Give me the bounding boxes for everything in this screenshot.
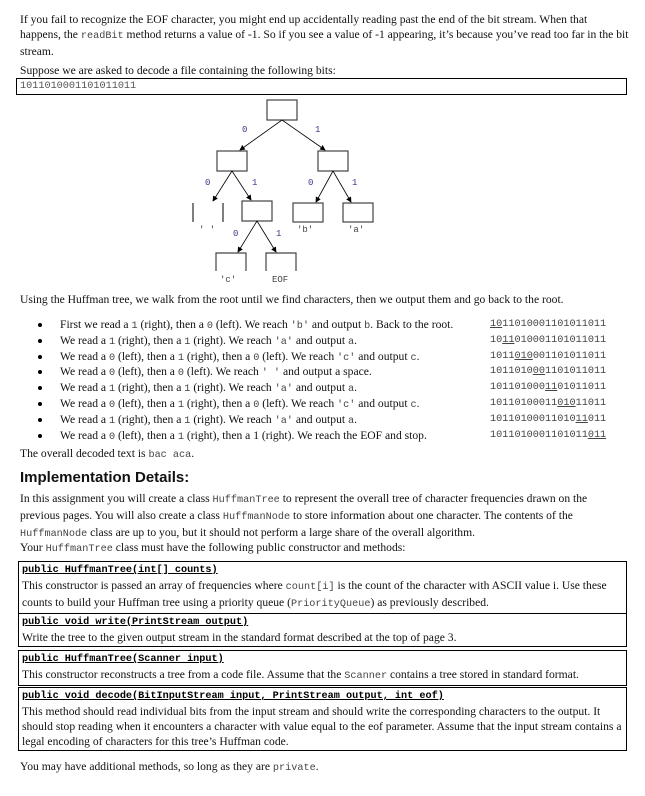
decoded-summary bbox=[20, 446, 630, 463]
text-segment: (left). We reach bbox=[259, 397, 338, 410]
step-text bbox=[60, 428, 427, 445]
bullet-icon bbox=[38, 323, 42, 327]
bits-segment: 101101000 bbox=[490, 382, 546, 394]
consumed-bits: 11 bbox=[575, 413, 588, 425]
inline-code: count[i] bbox=[285, 582, 335, 593]
text-segment: First we read a bbox=[60, 318, 132, 331]
step-text bbox=[60, 317, 453, 334]
tree-leaf-b bbox=[293, 203, 323, 222]
inline-code: HuffmanTree bbox=[45, 544, 113, 555]
step-bits bbox=[490, 349, 606, 364]
edge-label: 0 bbox=[308, 178, 314, 188]
bullet-icon bbox=[38, 434, 42, 438]
leaf-label-eof: EOF bbox=[272, 275, 289, 285]
inline-code: 1 bbox=[108, 384, 116, 396]
impl-paragraph bbox=[20, 491, 630, 542]
bits-segment: 1011010 bbox=[490, 366, 533, 378]
text-segment: (left), then a bbox=[115, 365, 178, 379]
inline-code: 'a' bbox=[274, 415, 293, 427]
text-segment: We read a bbox=[60, 412, 109, 426]
bullet-icon bbox=[38, 418, 42, 422]
inline-code: readBit bbox=[80, 31, 124, 42]
inline-code: 0 bbox=[108, 368, 116, 380]
text-segment: . Back to the root. bbox=[370, 318, 454, 331]
inline-code: 'c' bbox=[337, 352, 356, 364]
text-segment: class must have the following public constructor and methods: bbox=[112, 541, 406, 554]
bullet-icon bbox=[38, 370, 42, 374]
text-segment: (left), then a bbox=[115, 428, 178, 442]
text-segment: . bbox=[354, 412, 358, 426]
consumed-bits: 010 bbox=[514, 350, 533, 362]
inline-code: 0 bbox=[108, 400, 116, 411]
consumed-bits: 11 bbox=[545, 382, 558, 394]
method-signature: public HuffmanTree(int[] counts) bbox=[22, 565, 218, 576]
inline-code: 0 bbox=[206, 321, 213, 332]
text-segment: . bbox=[354, 381, 358, 395]
method-description bbox=[22, 704, 626, 749]
method-box bbox=[18, 613, 627, 647]
inline-code: private bbox=[272, 763, 316, 774]
edge-label: 1 bbox=[276, 229, 282, 239]
consumed-bits: 011 bbox=[587, 429, 607, 441]
inline-code: HuffmanNode bbox=[222, 512, 291, 523]
tree-node-01 bbox=[242, 201, 272, 221]
text-segment: (right), then a bbox=[115, 412, 185, 426]
text-segment: ) as previously described. bbox=[370, 596, 489, 609]
inline-code: 0 bbox=[177, 368, 184, 380]
section-heading: Implementation Details: bbox=[20, 469, 190, 486]
bullet-icon bbox=[38, 355, 42, 359]
text-segment: . bbox=[191, 447, 195, 460]
bits-segment: 11010001101011011 bbox=[502, 319, 607, 330]
inline-code: 1 bbox=[108, 415, 116, 427]
inline-code: 'a' bbox=[274, 384, 293, 396]
text-segment: (right), then a bbox=[183, 397, 254, 410]
step-bits bbox=[490, 364, 606, 379]
method-signature: public HuffmanTree(Scanner input) bbox=[22, 654, 224, 665]
text-segment: . bbox=[416, 349, 420, 363]
text-segment: (left), then a bbox=[115, 349, 178, 363]
inline-code: HuffmanTree bbox=[212, 495, 280, 506]
inline-code: 1 bbox=[108, 336, 116, 348]
text-segment: (right). We reach bbox=[190, 381, 275, 395]
text-segment: method returns a value of -1. So if you see a value of -1 appearing, it’s because you’ve read too far in the bit stream. bbox=[20, 28, 629, 58]
text-segment: and output bbox=[292, 333, 348, 347]
step-text bbox=[60, 380, 357, 397]
edge-label: 1 bbox=[352, 178, 358, 188]
tree-leaf-space bbox=[193, 203, 223, 222]
edge-label: 0 bbox=[233, 229, 239, 239]
bits-segment: 010001101011011 bbox=[514, 334, 607, 346]
tree-node-0 bbox=[217, 151, 247, 171]
text-segment: (right), then a bbox=[137, 318, 207, 331]
step-bits bbox=[490, 412, 606, 427]
text-segment: (left). We reach bbox=[183, 365, 262, 379]
step-text bbox=[60, 412, 357, 429]
inline-code: ' ' bbox=[261, 368, 281, 380]
step-bits bbox=[490, 333, 606, 348]
step-text bbox=[60, 396, 420, 413]
method-box bbox=[18, 650, 627, 686]
inline-code: 1 bbox=[184, 336, 191, 348]
bits-segment: 10110100011 bbox=[490, 398, 558, 409]
text-segment: (left). We reach bbox=[212, 318, 291, 331]
step-text bbox=[60, 349, 420, 366]
intro-suppose: Suppose we are asked to decode a file containing the following bits: bbox=[20, 64, 336, 77]
text-segment: (right). We reach bbox=[190, 333, 275, 347]
text-segment: class are up to you, but it should not perform a large share of the overall algorithm. bbox=[87, 526, 476, 539]
text-segment: (right), then a 1 (right). We reach the EOF and stop. bbox=[183, 428, 427, 442]
huffman-tree-diagram bbox=[0, 95, 645, 287]
inline-code: 0 bbox=[108, 352, 116, 364]
text-segment: We read a bbox=[60, 428, 109, 442]
text-segment: (left). We reach bbox=[259, 349, 338, 363]
text-segment: (right), then a bbox=[183, 349, 254, 363]
method-description bbox=[22, 578, 626, 612]
method-box bbox=[18, 687, 627, 751]
step-text bbox=[60, 364, 372, 381]
text-segment: (right), then a bbox=[115, 333, 185, 347]
method-description bbox=[22, 667, 626, 684]
inline-code: c bbox=[410, 400, 417, 411]
tree-leaf-eof bbox=[266, 253, 296, 271]
step-bits bbox=[490, 396, 606, 411]
text-segment: contains a tree stored in standard format. bbox=[387, 668, 579, 681]
bits-segment: 10110100011010 bbox=[490, 413, 576, 425]
method-description bbox=[22, 630, 626, 645]
text-segment: We read a bbox=[60, 381, 109, 395]
text-segment: is the count of the character with ASCII value i. Use these counts to build your Huffman tree using a priority queue ( bbox=[22, 579, 607, 609]
bits-segment: 1011 bbox=[490, 350, 515, 362]
step-bits bbox=[490, 380, 606, 395]
inline-code: a bbox=[348, 336, 355, 348]
walk-intro: Using the Huffman tree, we walk from the root until we find characters, then we output them and go back to the root. bbox=[20, 293, 564, 306]
text-segment: (right). We reach bbox=[190, 412, 275, 426]
edge-label: 1 bbox=[315, 125, 321, 135]
closing-note bbox=[20, 759, 630, 776]
tree-leaf-a bbox=[343, 203, 373, 222]
inline-code: 0 bbox=[253, 400, 260, 411]
bits-segment: 001101011011 bbox=[532, 350, 607, 362]
text-segment: We read a bbox=[60, 397, 109, 410]
inline-code: HuffmanNode bbox=[20, 529, 88, 540]
consumed-bits: 010 bbox=[557, 398, 576, 409]
leaf-label-a: 'a' bbox=[348, 225, 365, 235]
consumed-bits: 10 bbox=[490, 319, 503, 330]
text-segment: We read a bbox=[60, 333, 109, 347]
step-bits bbox=[490, 428, 606, 443]
text-segment: . bbox=[416, 397, 420, 410]
bits-segment: 10 bbox=[490, 334, 503, 346]
text-segment: (right), then a bbox=[115, 381, 185, 395]
consumed-bits: 11 bbox=[502, 334, 515, 346]
inline-code: 1 bbox=[131, 321, 138, 332]
impl-requirements bbox=[20, 540, 630, 557]
text-segment: We read a bbox=[60, 365, 109, 379]
inline-code: 1 bbox=[184, 384, 191, 396]
method-signature: public void write(PrintStream output) bbox=[22, 617, 249, 628]
inline-code: 0 bbox=[253, 352, 260, 364]
text-segment: and output bbox=[355, 397, 411, 410]
leaf-label-c: 'c' bbox=[220, 275, 237, 285]
inline-code: 'b' bbox=[290, 321, 310, 332]
text-segment: and output bbox=[292, 412, 348, 426]
step-bits bbox=[490, 317, 606, 332]
tree-node-root bbox=[267, 100, 297, 120]
inline-code: 'a' bbox=[274, 336, 293, 348]
inline-code: b bbox=[364, 321, 371, 332]
bit-stream-box: 1011010001101011011 bbox=[16, 78, 627, 95]
inline-code: a bbox=[348, 384, 355, 396]
inline-code: 1 bbox=[177, 352, 184, 364]
consumed-bits: 00 bbox=[532, 366, 546, 378]
text-segment: In this assignment you will create a class bbox=[20, 492, 213, 505]
text-segment: This constructor reconstructs a tree from a code file. Assume that the bbox=[22, 668, 345, 681]
tree-leaf-c bbox=[216, 253, 246, 271]
inline-code: 1 bbox=[177, 400, 184, 411]
bullet-icon bbox=[38, 339, 42, 343]
text-segment: If you fail to recognize the EOF character, you might end up accidentally reading past the end of the bit stream. When that happens, the bbox=[20, 13, 588, 41]
bits-segment: 011 bbox=[587, 413, 607, 425]
inline-code: 'c' bbox=[337, 400, 356, 411]
text-segment: to store information about one character. The contents of the bbox=[290, 509, 573, 522]
text-segment: This constructor is passed an array of frequencies where bbox=[22, 579, 286, 592]
method-box bbox=[18, 561, 627, 614]
text-segment: Write the tree to the given output stream in the standard format described at the top of page 3. bbox=[22, 631, 457, 644]
bits-segment: 1101011011 bbox=[545, 366, 607, 378]
bits-segment: 01011011 bbox=[557, 382, 607, 394]
edge-label: 0 bbox=[242, 125, 248, 135]
text-segment: and output bbox=[309, 318, 365, 331]
text-segment: and output bbox=[292, 381, 348, 395]
bullet-icon bbox=[38, 402, 42, 406]
bits-segment: 11011 bbox=[575, 398, 607, 409]
inline-code: bac aca bbox=[148, 450, 192, 461]
inline-code: Scanner bbox=[344, 671, 388, 682]
inline-code: 1 bbox=[177, 431, 184, 443]
text-segment: and output a space. bbox=[280, 365, 372, 379]
leaf-label-space: ' ' bbox=[199, 225, 216, 235]
edge-label: 1 bbox=[252, 178, 258, 188]
tree-node-1 bbox=[318, 151, 348, 171]
inline-code: a bbox=[348, 415, 355, 427]
method-signature: public void decode(BitInputStream input, PrintStream output, int eof) bbox=[22, 691, 444, 702]
text-segment: The overall decoded text is bbox=[20, 447, 149, 460]
inline-code: PriorityQueue bbox=[290, 599, 371, 610]
inline-code: 1 bbox=[184, 415, 191, 427]
intro-paragraph bbox=[20, 12, 630, 59]
bullet-icon bbox=[38, 386, 42, 390]
text-segment: . bbox=[315, 760, 319, 773]
text-segment: to represent the overall tree of character frequencies drawn on the previous pages. You will also create a class bbox=[20, 492, 588, 522]
bits-segment: 1011010001101011 bbox=[490, 429, 588, 441]
text-segment: You may have additional methods, so long as they are bbox=[20, 760, 273, 773]
leaf-label-b: 'b' bbox=[297, 225, 314, 235]
text-segment: and output bbox=[355, 349, 411, 363]
inline-code: 0 bbox=[108, 431, 116, 443]
inline-code: c bbox=[410, 352, 417, 364]
text-segment: We read a bbox=[60, 349, 109, 363]
text-segment: This method should read individual bits from the input stream and should write the corresponding characters to the output. It should stop reading when it encounters a character with value equal to the eof parameter. Assume that the input stream contains a legal encoding of characters for this tree’s Huffman code. bbox=[22, 705, 622, 748]
text-segment: (left), then a bbox=[115, 397, 178, 410]
step-text bbox=[60, 333, 357, 350]
text-segment: Your bbox=[20, 541, 46, 554]
text-segment: . bbox=[354, 333, 358, 347]
edge-label: 0 bbox=[205, 178, 211, 188]
